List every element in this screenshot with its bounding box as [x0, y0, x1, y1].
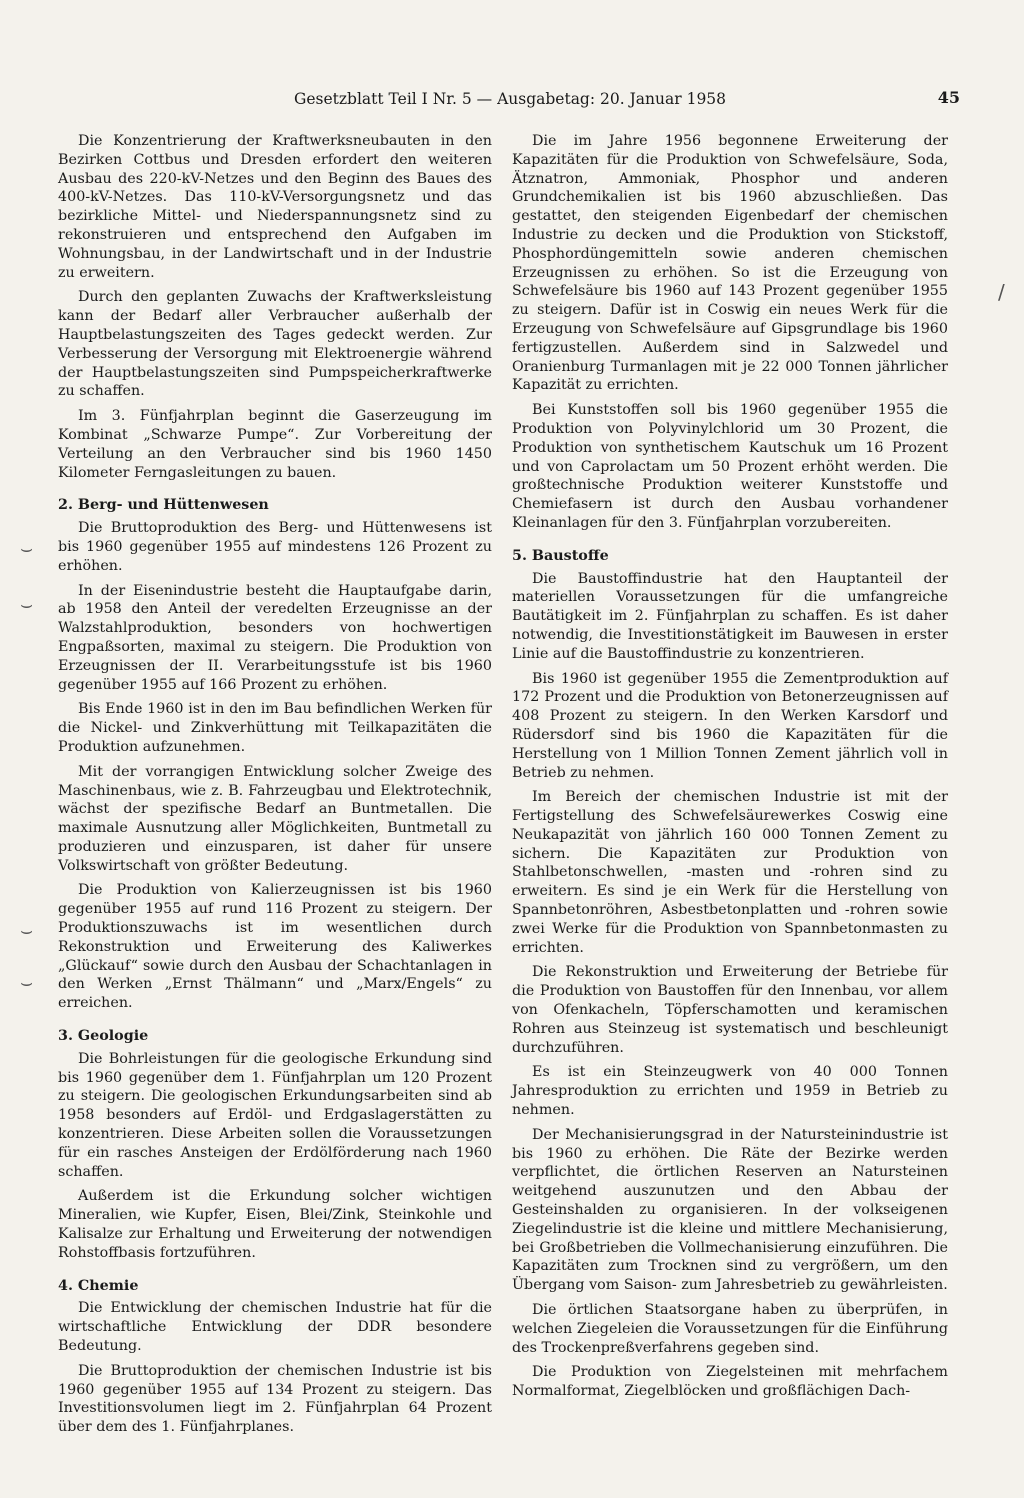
- paragraph: Die Bohrleistungen für die geologische Erkundung sind bis 1960 gegenüber dem 1. Fünfjahrplan um 120 Prozent zu steigern. Die geologischen Erkundungsarbeiten sind ab 1958 besonders auf Erdöl- und Erdgaslagerstätten zu konzentrieren. Diese Arbeiten sollen die Voraussetzungen für ein rasches Ansteigen der Erdölförderung nach 1960 schaffen.: [58, 1050, 492, 1180]
- paragraph: Bei Kunststoffen soll bis 1960 gegenüber 1955 die Produktion von Polyvinylchlorid um 30 Prozent, die Produktion von synthetischem Kautschuk um 16 Prozent und von Caprolactam um 50 Prozent erhöht werden. Die großtechnische Produktion weiterer Kunststoffe und Chemiefasern ist durch den Ausbau vorhandener Kleinanlagen für den 3. Fünfjahrplan vorzubereiten.: [512, 402, 948, 531]
- paragraph: Die Produktion von Ziegelsteinen mit mehrfachem Normalformat, Ziegelblöcken und großflächigen Dach-: [512, 1364, 948, 1400]
- paragraph: Die Bruttoproduktion des Berg- und Hüttenwesens ist bis 1960 gegenüber 1955 auf mindestens 126 Prozent zu erhöhen.: [58, 520, 492, 574]
- paragraph: Außerdem ist die Erkundung solcher wichtigen Mineralien, wie Kupfer, Eisen, Blei/Zink, Steinkohle und Kalisalze zur Erhaltung und Erweiterung der notwendigen Rohstoffbasis fortzuführen.: [58, 1188, 492, 1261]
- section-heading: 3. Geologie: [58, 1028, 149, 1045]
- margin-tick-mark: /: [998, 280, 1005, 304]
- margin-check-mark: ⌣: [20, 970, 34, 994]
- margin-check-mark: ⌣: [20, 918, 34, 942]
- paragraph: Es ist ein Steinzeugwerk von 40 000 Tonnen Jahresproduktion zu errichten und 1959 in Betrieb zu nehmen.: [512, 1064, 948, 1119]
- section-heading: 2. Berg- und Hüttenwesen: [58, 497, 269, 514]
- section-heading: 4. Chemie: [58, 1277, 139, 1294]
- header-title: Gesetzblatt Teil I Nr. 5 — Ausgabetag: 20. Januar 1958: [293, 90, 727, 108]
- paragraph: Die Rekonstruktion und Erweiterung der Betriebe für die Produktion von Baustoffen für den Innenbau, vor allem von Ofenkacheln, Töpferschamotten und keramischen Rohren aus Steinzeug ist systematisch und beschleunigt durchzuführen.: [512, 964, 948, 1056]
- paragraph: Mit der vorrangigen Entwicklung solcher Zweige des Maschinenbaus, wie z. B. Fahrzeugbau und Elektrotechnik, wächst der spezifische Bedarf an Buntmetallen. Die maximale Ausnutzung aller Möglichkeiten, Buntmetall zu produzieren und einzusparen, ist daher für unsere Volkswirtschaft von größter Bedeutung.: [58, 763, 492, 874]
- page-header: [60, 90, 960, 116]
- paragraph: Der Mechanisierungsgrad in der Natursteinindustrie ist bis 1960 zu erhöhen. Die Räte der Bezirke werden verpflichtet, die örtlichen Reserven an Natursteinen weitgehend auszunutzen und den Abbau der Gesteinshalden zu organisieren. In der volkseigenen Ziegelindustrie ist die kleine und mittlere Mechanisierung, bei Großbetrieben die Vollmechanisierung einzuführen. Die Kapazitäten zum Trocknen sind zu vergrößern, um den Übergang vom Saison- zum Jahresbetrieb zu gewährleisten.: [512, 1126, 948, 1294]
- paragraph: In der Eisenindustrie besteht die Hauptaufgabe darin, ab 1958 den Anteil der veredelten Erzeugnisse an der Walzstahlproduktion, besonders von hochwertigen Engpaßsorten, maximal zu steigern. Die Produktion von Erzeugnissen der II. Verarbeitungsstufe ist bis 1960 gegenüber 1955 auf 166 Prozent zu erhöhen.: [58, 582, 492, 693]
- section-heading: 5. Baustoffe: [512, 547, 609, 564]
- paragraph: Bis 1960 ist gegenüber 1955 die Zementproduktion auf 172 Prozent und die Produktion von Betonerzeugnissen auf 408 Prozent zu steigern. In den Werken Karsdorf und Rüdersdorf sind bis 1960 die Kapazitäten für die Herstellung von 1 Million Tonnen Zement jährlich voll in Betrieb zu nehmen.: [512, 670, 948, 781]
- paragraph: Die Konzentrierung der Kraftwerksneubauten in den Bezirken Cottbus und Dresden erfordert den weiteren Ausbau des 220-kV-Netzes und den Beginn des Baues des 400-kV-Netzes. Das 110-kV-Versorgungsnetz und das bezirkliche Mittel- und Niederspannungsnetz sind zu rekonstruieren und entsprechend den Aufgaben im Wohnungsbau, in der Landwirtschaft und in der Industrie zu erweitern.: [58, 133, 492, 281]
- paragraph: Die im Jahre 1956 begonnene Erweiterung der Kapazitäten für die Produktion von Schwefelsäure, Soda, Ätznatron, Ammoniak, Phosphor und anderen Grundchemikalien ist bis 1960 abzuschließen. Das gestattet, den steigenden Eigenbedarf der chemischen Industrie zu decken und die Produktion von Stickstoff, Phosphordüngemitteln sowie anderen chemischen Erzeugnissen zu erhöhen. So ist die Erzeugung von Schwefelsäure bis 1960 auf 143 Prozent gegenüber 1955 zu steigern. Dafür ist in Coswig ein neues Werk für die Erzeugung von Schwefelsäure auf Gipsgrundlage bis 1960 fertigzustellen. Außerdem sind in Salzwedel und Oranienburg Turmanlagen mit je 22 000 Tonnen jährlicher Kapazität zu errichten.: [512, 133, 948, 394]
- paragraph: Die Entwicklung der chemischen Industrie hat für die wirtschaftliche Entwicklung der DDR besondere Bedeutung.: [58, 1300, 492, 1355]
- page-number: 45: [937, 88, 960, 107]
- paragraph: Durch den geplanten Zuwachs der Kraftwerksleistung kann der Bedarf aller Verbraucher außerhalb der Hauptbelastungszeiten des Tages gedeckt werden. Zur Verbesserung der Versorgung mit Elektroenergie während der Hauptbelastungszeiten sind Pumpspeicherkraftwerke zu schaffen.: [58, 289, 492, 400]
- margin-check-mark: ⌣: [20, 592, 34, 616]
- paragraph: Im 3. Fünfjahrplan beginnt die Gaserzeugung im Kombinat „Schwarze Pumpe“. Zur Vorbereitung der Verteilung an den Verbraucher sind bis 1960 1450 Kilometer Ferngasleitungen zu bauen.: [58, 408, 492, 481]
- paragraph: Die örtlichen Staatsorgane haben zu überprüfen, in welchen Ziegeleien die Voraussetzungen für die Einführung des Trockenpreßverfahrens gegeben sind.: [512, 1302, 948, 1356]
- paragraph: Die Bruttoproduktion der chemischen Industrie ist bis 1960 gegenüber 1955 auf 134 Prozent zu steigern. Das Investitionsvolumen liegt im 2. Fünfjahrplan 64 Prozent über dem des 1. Fünfjahrplanes.: [58, 1362, 492, 1436]
- right-column: [512, 132, 948, 1407]
- paragraph: Die Baustoffindustrie hat den Hauptanteil der materiellen Voraussetzungen für die umfangreiche Bautätigkeit im 2. Fünfjahrplan zu schaffen. Es ist daher notwendig, die Investitionstätigkeit im Bauwesen in erster Linie auf die Baustoffindustrie zu konzentrieren.: [512, 570, 948, 662]
- paragraph: Im Bereich der chemischen Industrie ist mit der Fertigstellung des Schwefelsäurewerkes Coswig eine Neukapazität von jährlich 160 000 Tonnen Zement zu sichern. Die Kapazitäten zur Produktion von Stahlbetonschwellen, -masten und -rohren sind zu erweitern. Es sind je ein Werk für die Herstellung von Spannbetonröhren, Asbestbetonplatten und -rohren sowie zwei Werke für die Produktion von Spannbetonmasten zu errichten.: [512, 789, 948, 956]
- margin-check-mark: ⌣: [20, 536, 34, 560]
- paragraph: Bis Ende 1960 ist in den im Bau befindlichen Werken für die Nickel- und Zinkverhüttung mit Teilkapazitäten die Produktion aufzunehmen.: [58, 701, 492, 755]
- paragraph: Die Produktion von Kalierzeugnissen ist bis 1960 gegenüber 1955 auf rund 116 Prozent zu steigern. Der Produktionszuwachs ist im wesentlichen durch Rekonstruktion und Erweiterung des Kaliwerkes „Glückauf“ sowie durch den Ausbau der Schachtanlagen in den Werken „Ernst Thälmann“ und „Marx/Engels“ zu erreichen.: [58, 882, 492, 1012]
- left-column: [58, 132, 492, 1443]
